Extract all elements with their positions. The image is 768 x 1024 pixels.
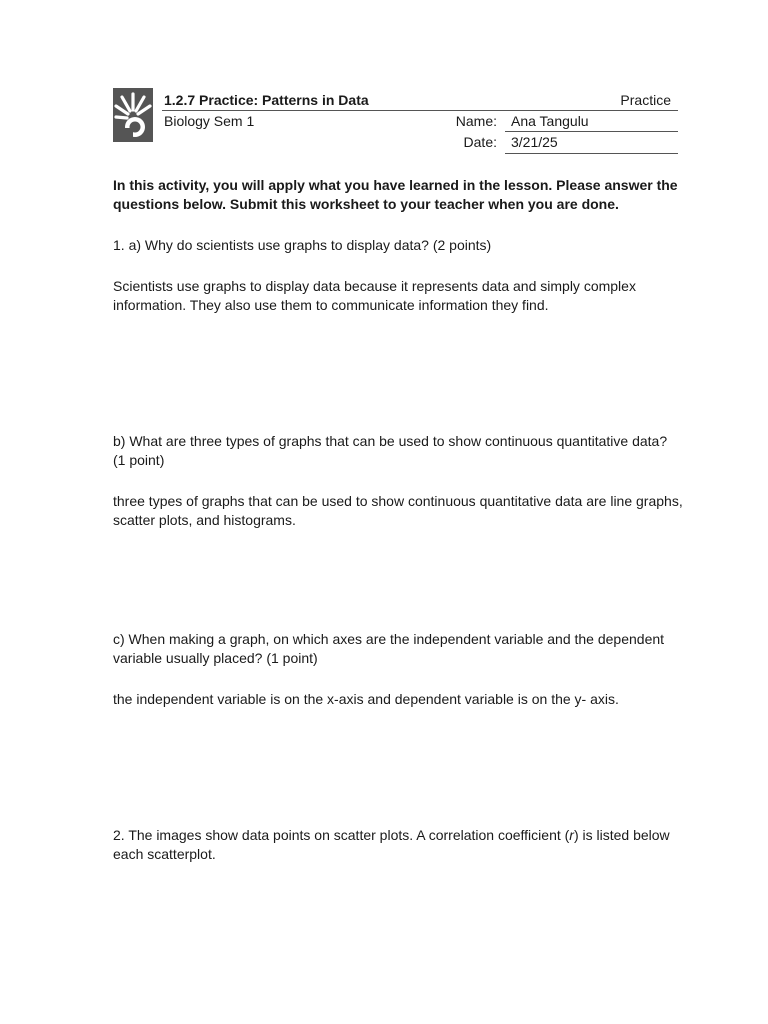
name-label: Name:	[455, 113, 497, 129]
question-1a-answer[interactable]: Scientists use graphs to display data because it represents data and simply complex information. They also use them to communicate information they find.	[113, 278, 636, 313]
name-field-underline	[505, 131, 678, 132]
question-1c-answer[interactable]: the independent variable is on the x-axis and dependent variable is on the y- axis.	[113, 691, 619, 707]
activity-instructions: In this activity, you will apply what you have learned in the lesson. Please answer the questions below. Submit this worksheet to your teacher when you are done.	[113, 177, 678, 212]
correlation-symbol: r	[569, 827, 574, 843]
date-label: Date:	[463, 134, 497, 150]
name-field[interactable]: Ana Tangulu	[511, 113, 589, 129]
question-1a-prompt: 1. a) Why do scientists use graphs to display data? (2 points)	[113, 237, 492, 253]
question-2-prompt-start: 2. The images show data points on scatter plots. A correlation coefficient (	[113, 827, 570, 843]
question-1b-answer[interactable]: three types of graphs that can be used to show continuous quantitative data are line graphs, scatter plots, and histograms.	[113, 493, 683, 528]
question-2-prompt	[113, 826, 683, 864]
worksheet-type-label: Practice	[620, 92, 671, 108]
header-divider	[162, 110, 678, 111]
date-field-underline	[505, 153, 678, 154]
question-1c-prompt: c) When making a graph, on which axes are the independent variable and the dependent variable usually placed? (1 point)	[113, 631, 665, 666]
course-name: Biology Sem 1	[164, 113, 255, 129]
school-logo-icon	[113, 88, 153, 142]
question-2-prompt-end: ) is listed below each scatterplot.	[113, 827, 670, 862]
question-1b-prompt: b) What are three types of graphs that can be used to show continuous quantitative data? (1 point)	[113, 433, 668, 468]
date-field[interactable]: 3/21/25	[511, 134, 558, 150]
worksheet-title: 1.2.7 Practice: Patterns in Data	[164, 92, 369, 108]
